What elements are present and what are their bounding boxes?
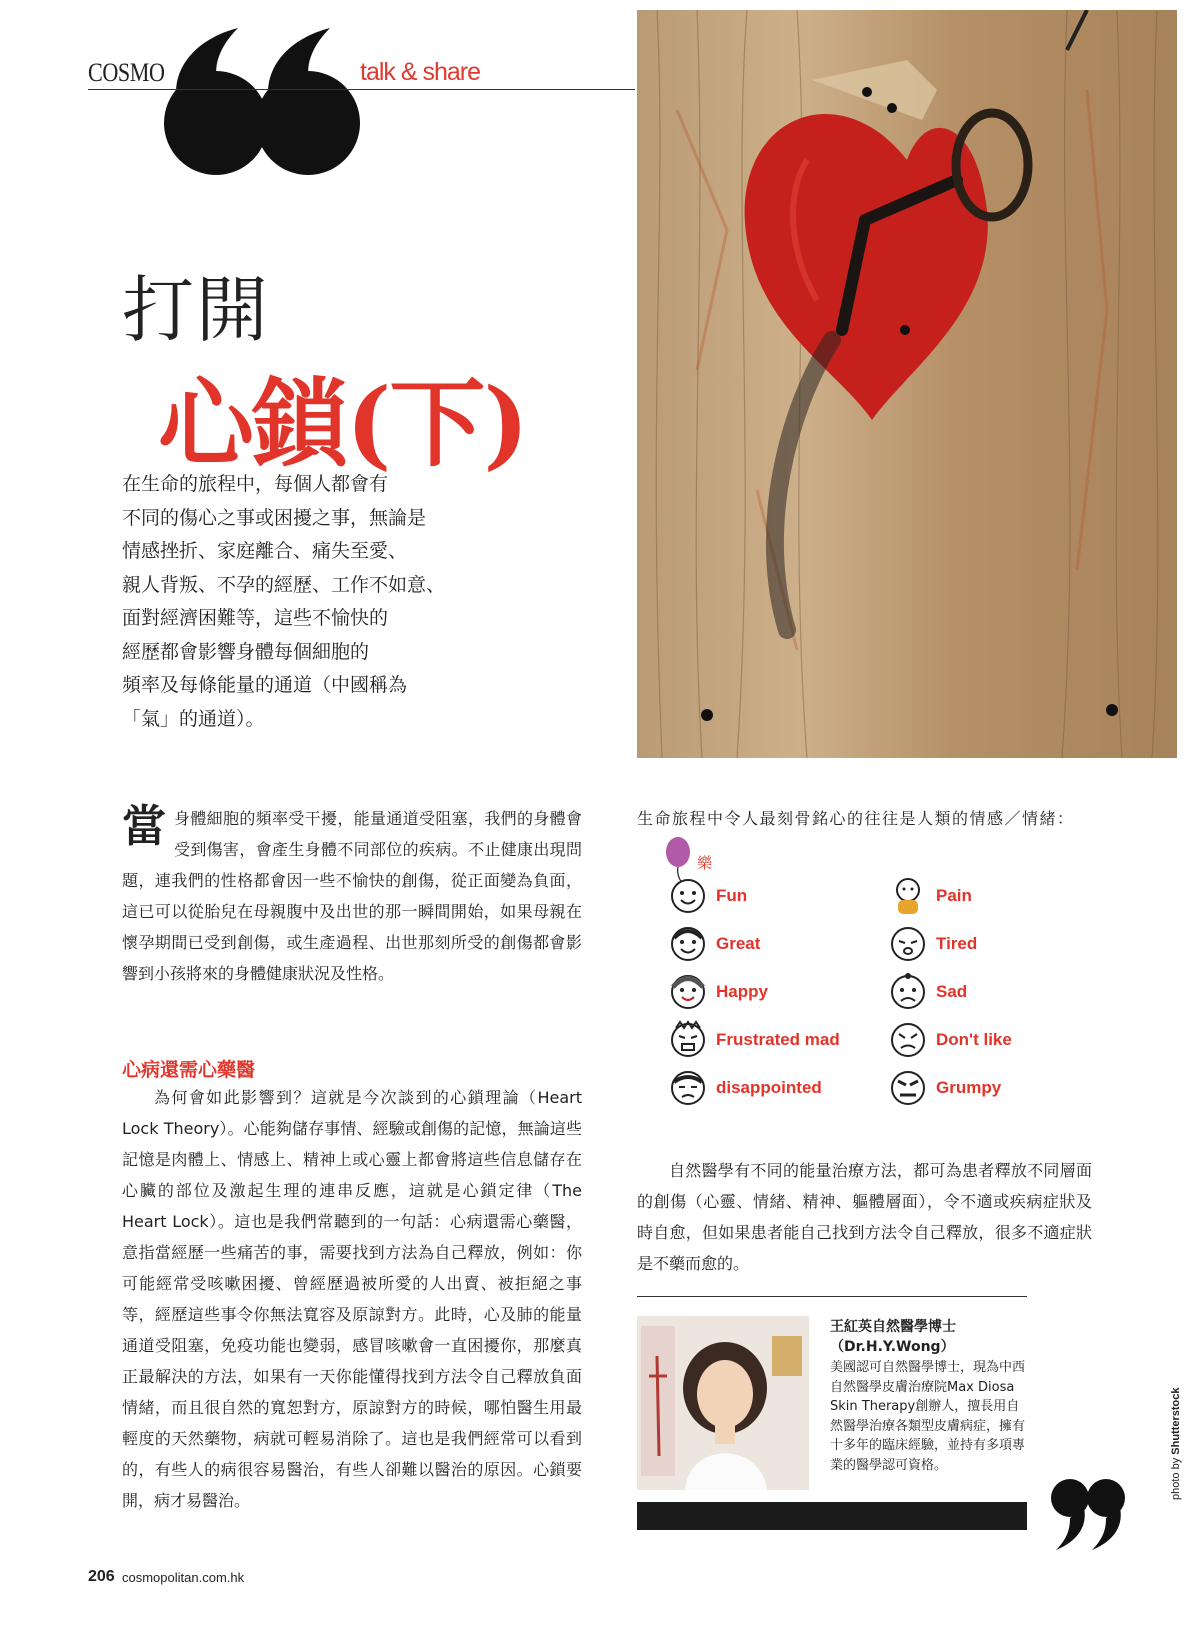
section-subhead: 心病還需心藥醫 <box>122 1059 256 1081</box>
emotion-label: Grumpy <box>936 1078 1002 1097</box>
photo-credit-name: Shutterstock <box>1170 1387 1182 1455</box>
hurt-face-icon <box>888 876 928 916</box>
drop-cap: 當 <box>122 801 166 852</box>
disappointed-face-icon <box>668 1068 708 1108</box>
author-portrait <box>637 1316 809 1490</box>
emotion-sad <box>888 972 967 1012</box>
emotion-fun <box>668 876 747 916</box>
page-number: 206 <box>88 1568 115 1585</box>
frustrated-face-icon <box>668 1020 708 1060</box>
emotion-label: Pain <box>936 886 972 905</box>
title-line-2: 心鎖(下) <box>158 367 527 480</box>
emotion-tired <box>888 924 977 964</box>
intro-paragraph <box>122 468 492 736</box>
header-rule <box>88 89 635 90</box>
body-paragraph-2: 為何會如此影響到？這就是今次談到的心鎖理論（Heart Lock Theory）。心能夠儲存事情、經驗或創傷的記憶，無論這些記憶是肉體上、情感上、精神上或心靈上都會將這些信息儲存在心臟的部位及激起生理的連串反應，這就是心鎖定律（The Heart Lock）。這也是我們常聽到的一句話：心病還需心藥醫，意指當經歷一些痛苦的事，需要找到方法為自己釋放，例如：你可能經常受咳嗽困擾、曾經歷過被所愛的人出賣、被拒絕之事等，經歷這些事令你無法寬容及原諒對方。此時，心及肺的能量通道受阻塞，免疫功能也變弱，感冒咳嗽會一直困擾你，那麼真正最解決的方法，如果有一天你能懂得找到方法令自己釋放負面情緒，而且很自然的寬恕對方，原諒對方的時候，哪怕醫生用最輕度的天然藥物，病就可輕易消除了。這也是我們經常可以看到的，有些人的病很容易醫治，有些人卻難以醫治的原因。心鎖要開，病才易醫治。 <box>122 1088 582 1510</box>
author-bio: 美國認可自然醫學博士，現為中西自然醫學皮膚治療院Max Diosa Skin Therapy創辦人，擅長用自然醫學治療各類型皮膚病症，擁有十多年的臨床經驗，並持有多項專業的醫學認可資格。 <box>830 1360 1026 1473</box>
body-paragraph-3: 自然醫學有不同的能量治療方法，都可為患者釋放不同層面的創傷（心靈、情緒、精神、軀體層面），令不適或疾病症狀及時自愈，但如果患者能自己找到方法令自己釋放，很多不適症狀是不藥而愈的。 <box>637 1161 1092 1273</box>
emotion-dont-like <box>888 1020 1012 1060</box>
emotion-label: Great <box>716 934 761 953</box>
section-talk-share: talk & share <box>360 58 481 86</box>
author-name-en: （Dr.H.Y.Wong） <box>830 1339 955 1355</box>
emotion-label: Frustrated mad <box>716 1030 840 1049</box>
emotion-label: Tired <box>936 934 978 953</box>
bio-rule <box>637 1296 1027 1297</box>
intro-line: 在生命的旅程中，每個人都會有 <box>122 473 389 495</box>
title-line-1: 打開 <box>122 268 271 352</box>
heart-key-photo <box>637 10 1177 758</box>
emotion-label: Fun <box>716 886 748 905</box>
emotion-disappointed <box>668 1068 822 1108</box>
smiling-face-icon <box>668 876 708 916</box>
brand-cosmo: COSMO <box>88 58 165 87</box>
intro-line: 「氣」的通道）。 <box>122 707 265 730</box>
intro-line: 親人背叛、不孕的經歷、工作不如意、 <box>122 573 446 596</box>
emotion-frustrated <box>668 1020 840 1060</box>
emotion-great <box>668 924 760 964</box>
intro-line: 經歷都會影響身體每個細胞的 <box>122 640 370 663</box>
emotion-label: Happy <box>716 982 768 1001</box>
grinning-face-icon <box>668 924 708 964</box>
emotion-label: Sad <box>936 982 968 1001</box>
happy-face-icon <box>668 972 708 1012</box>
sad-face-icon <box>888 972 928 1012</box>
tired-face-icon <box>888 924 928 964</box>
intro-line: 頻率及每條能量的通道（中國稱為 <box>122 674 408 696</box>
balloon-label: 樂 <box>697 854 713 872</box>
emotion-label: Don't like <box>936 1030 1012 1049</box>
photo-credit-prefix: photo by <box>1170 1454 1182 1500</box>
emotions-intro: 生命旅程中令人最刻骨銘心的往往是人類的情感／情緒： <box>637 809 1075 828</box>
grumpy-face-icon <box>888 1068 928 1108</box>
photo-credit <box>1170 1387 1182 1500</box>
bio-bottom-bar <box>637 1502 1027 1530</box>
site-url: cosmopolitan.com.hk <box>122 1570 245 1585</box>
emotion-label: disappointed <box>716 1078 822 1097</box>
open-quote-mark <box>158 28 368 178</box>
intro-line: 面對經濟困難等，這些不愉快的 <box>122 607 389 629</box>
body-paragraph-1-text: 身體細胞的頻率受干擾，能量通道受阻塞，我們的身體會受到傷害，會產生身體不同部位的疾病。不止健康出現問題，連我們的性格都會因一些不愉快的創傷，從正面變為負面，這已可以從胎兒在母親腹中及出世的那一瞬間開始，如果母親在懷孕期間已受到創傷，或生產過程、出世那刻所受的創傷都會影響到小孩將來的身體健康狀況及性格。 <box>122 809 582 983</box>
emotion-grumpy <box>888 1068 1001 1108</box>
emotion-happy <box>668 972 768 1012</box>
close-quote-mark <box>1048 1472 1128 1552</box>
emotion-pain <box>888 876 972 916</box>
intro-line: 情感挫折、家庭離合、痛失至愛、 <box>122 540 408 562</box>
body-paragraph-1 <box>122 803 582 989</box>
displeased-face-icon <box>888 1020 928 1060</box>
intro-line: 不同的傷心之事或困擾之事，無論是 <box>122 506 427 529</box>
author-name: 王紅英自然醫學博士 <box>830 1319 956 1335</box>
